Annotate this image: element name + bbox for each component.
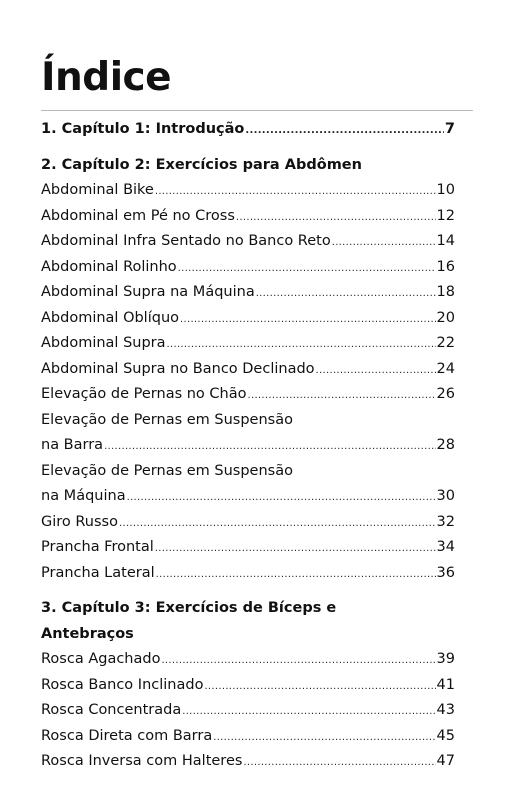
- toc-entry[interactable]: [41, 561, 455, 587]
- dot-leader: [204, 674, 435, 700]
- toc-entry-label: Rosca Concentrada: [41, 702, 182, 718]
- toc-page-number: 16: [436, 258, 455, 275]
- toc-entry-label: Abdominal Supra no Banco Declinado: [41, 360, 315, 377]
- dot-leader: [180, 307, 436, 333]
- toc-entry-label: Abdominal em Pé no Cross: [41, 207, 235, 224]
- toc-page-number: 34: [436, 539, 455, 555]
- toc-entry[interactable]: [41, 673, 455, 699]
- dot-leader: [182, 699, 435, 725]
- toc-entry[interactable]: [41, 178, 455, 204]
- toc-page-number: 47: [436, 753, 455, 769]
- toc-entry[interactable]: [41, 229, 455, 255]
- toc-entry[interactable]: [41, 647, 455, 673]
- toc-entry[interactable]: [41, 724, 455, 750]
- dot-leader: [256, 281, 436, 307]
- dot-leader: [167, 332, 436, 358]
- dot-leader: [155, 536, 436, 562]
- toc-page-number: 12: [436, 207, 455, 224]
- toc-entry-label: Prancha Lateral: [41, 564, 155, 581]
- toc-entry[interactable]: [41, 484, 455, 510]
- toc-page-number: 36: [436, 564, 455, 581]
- toc-entry[interactable]: [41, 749, 455, 775]
- toc-page-number: 45: [436, 727, 455, 744]
- toc-page-number: 14: [436, 233, 455, 249]
- toc-page-number: 28: [436, 437, 455, 453]
- table-of-contents: [41, 117, 455, 775]
- toc-entry[interactable]: [41, 331, 455, 357]
- dot-leader: [243, 750, 435, 776]
- toc-chapter-1[interactable]: [41, 117, 455, 143]
- dot-leader: [332, 230, 436, 256]
- dot-leader: [213, 725, 435, 751]
- dot-leader: [316, 358, 436, 384]
- toc-entry[interactable]: [41, 204, 455, 230]
- toc-entry[interactable]: [41, 433, 455, 459]
- toc-entry-label: Rosca Agachado: [41, 651, 161, 667]
- toc-entry-label: Rosca Banco Inclinado: [41, 676, 204, 693]
- toc-entry-label: Abdominal Infra Sentado no Banco Reto: [41, 233, 331, 249]
- toc-page-number: 26: [436, 386, 455, 402]
- dot-leader: [178, 256, 436, 282]
- toc-page-number: 30: [436, 488, 455, 504]
- toc-entry[interactable]: [41, 535, 455, 561]
- toc-entry-label: Abdominal Supra: [41, 335, 166, 351]
- toc-page-number: 22: [436, 335, 455, 351]
- toc-entry[interactable]: [41, 382, 455, 408]
- toc-chapter-3-heading-line1[interactable]: 3. Capítulo 3: Exercícios de Bíceps e: [41, 600, 337, 616]
- toc-entry[interactable]: [41, 255, 455, 281]
- toc-entry-label: Prancha Frontal: [41, 539, 154, 555]
- toc-entry-label: Abdominal Supra na Máquina: [41, 284, 255, 300]
- toc-entry-label-line1[interactable]: Elevação de Pernas em Suspensão: [41, 411, 293, 428]
- toc-entry-label: Rosca Inversa com Halteres: [41, 753, 243, 769]
- dot-leader: [155, 179, 436, 205]
- toc-entry[interactable]: [41, 510, 455, 536]
- toc-page-number: 7: [444, 121, 455, 137]
- dot-leader: [156, 562, 436, 588]
- dot-leader: [127, 485, 436, 511]
- toc-page-number: 41: [436, 676, 455, 693]
- page-title: Índice: [41, 55, 172, 100]
- dot-leader: [119, 511, 436, 537]
- toc-page-number: 32: [436, 513, 455, 530]
- toc-entry[interactable]: [41, 698, 455, 724]
- title-divider: [41, 110, 473, 111]
- toc-entry-label: Elevação de Pernas no Chão: [41, 386, 247, 402]
- toc-entry-label: na Barra: [41, 437, 104, 453]
- toc-entry-label: Abdominal Oblíquo: [41, 309, 180, 326]
- toc-page-number: 18: [436, 284, 455, 300]
- toc-page-number: 24: [436, 360, 455, 377]
- dot-leader: [104, 434, 435, 460]
- dot-leader: [161, 648, 435, 674]
- dot-leader: [236, 205, 436, 231]
- toc-page-number: 39: [436, 651, 455, 667]
- dot-leader: [248, 383, 436, 409]
- toc-chapter-3-heading-line2[interactable]: Antebraços: [41, 625, 134, 642]
- toc-entry-label: Rosca Direta com Barra: [41, 727, 213, 744]
- toc-entry-label: na Máquina: [41, 488, 126, 504]
- toc-entry-label-line1[interactable]: Elevação de Pernas em Suspensão: [41, 462, 293, 479]
- toc-page-number: 43: [436, 702, 455, 718]
- toc-entry[interactable]: [41, 357, 455, 383]
- toc-page-number: 20: [436, 309, 455, 326]
- toc-chapter-title: 1. Capítulo 1: Introdução: [41, 121, 245, 137]
- toc-entry[interactable]: [41, 306, 455, 332]
- toc-entry-label: Giro Russo: [41, 513, 118, 530]
- toc-entry-label: Abdominal Rolinho: [41, 258, 177, 275]
- toc-entry-label: Abdominal Bike: [41, 182, 154, 198]
- dot-leader: [245, 118, 444, 144]
- toc-chapter-2-heading[interactable]: 2. Capítulo 2: Exercícios para Abdômen: [41, 156, 362, 173]
- toc-page-number: 10: [436, 182, 455, 198]
- toc-entry[interactable]: [41, 280, 455, 306]
